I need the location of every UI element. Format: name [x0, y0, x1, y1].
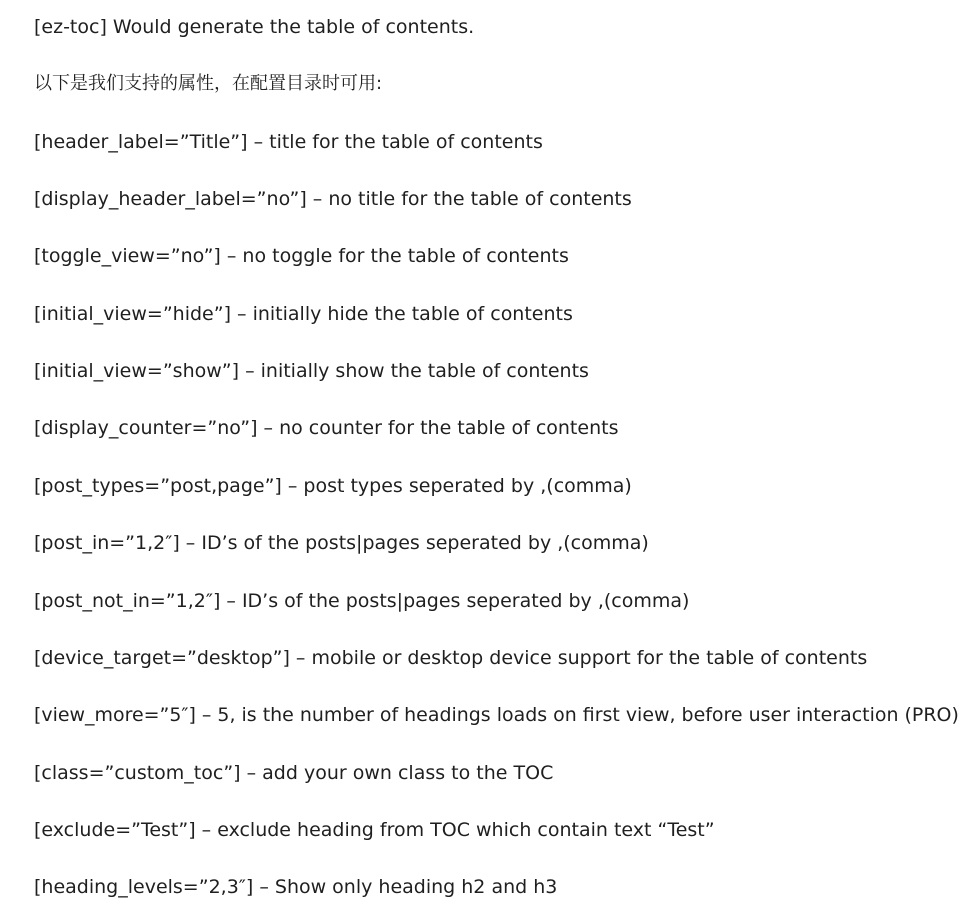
attr-display-counter: [display_counter=”no”] – no counter for the table of contents — [34, 417, 619, 439]
attr-initial-view-show: [initial_view=”show”] – initially show the table of contents — [34, 360, 589, 382]
attr-device-target: [device_target=”desktop”] – mobile or desktop device support for the table of contents — [34, 647, 868, 669]
attr-view-more: [view_more=”5″] – 5, is the number of headings loads on first view, before user interaction (PRO) — [34, 704, 959, 726]
attr-post-types: [post_types=”post,page”] – post types seperated by ,(comma) — [34, 475, 632, 497]
attr-header-label: [header_label=”Title”] – title for the table of contents — [34, 131, 543, 153]
attr-post-in: [post_in=”1,2″] – ID’s of the posts|pages seperated by ,(comma) — [34, 532, 649, 554]
intro-text: [ez-toc] Would generate the table of contents. — [34, 16, 475, 38]
attr-class: [class=”custom_toc”] – add your own class to the TOC — [34, 762, 554, 784]
attr-initial-view-hide: [initial_view=”hide”] – initially hide the table of contents — [34, 303, 573, 325]
attr-post-not-in: [post_not_in=”1,2″] – ID’s of the posts|pages seperated by ,(comma) — [34, 590, 690, 612]
attributes-intro-text: 以下是我们支持的属性，在配置目录时可用: — [34, 73, 383, 94]
attr-toggle-view: [toggle_view=”no”] – no toggle for the table of contents — [34, 245, 569, 267]
attr-exclude: [exclude=”Test”] – exclude heading from TOC which contain text “Test” — [34, 819, 715, 841]
attr-heading-levels: [heading_levels=”2,3″] – Show only heading h2 and h3 — [34, 876, 558, 898]
attr-display-header-label: [display_header_label=”no”] – no title for the table of contents — [34, 188, 632, 210]
